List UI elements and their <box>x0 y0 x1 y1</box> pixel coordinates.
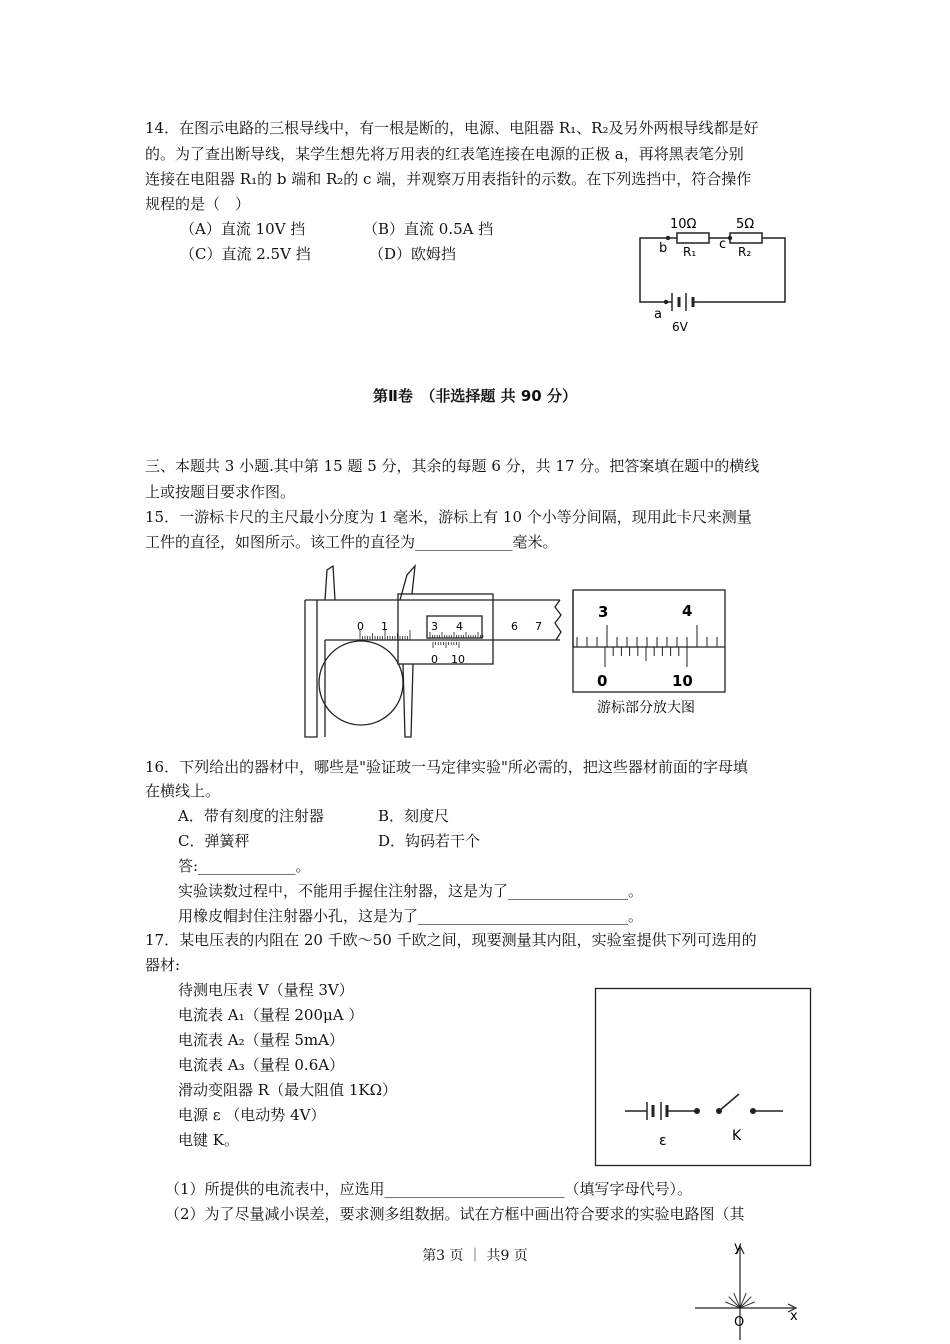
main-label-1: 1 <box>381 620 388 633</box>
r2-value: 5Ω <box>736 217 755 232</box>
fan-arrow <box>740 1297 751 1308</box>
q14-line-3: 连接在电阻器 R₁的 b 端和 R₂的 c 端，并观察万用表指针的示数。在下列选挡中，符合操作 <box>145 170 752 188</box>
q16-option-c: C．弹簧秤 <box>178 832 250 850</box>
section-ii-title: 第Ⅱ卷 （非选择题 共 90 分） <box>373 387 577 405</box>
q15-line-1: 15．一游标卡尺的主尺最小分度为 1 毫米，游标上有 10 个小等分间隔，现用此卡尺来测量 <box>145 508 752 526</box>
q14-option-b: （B）直流 0.5A 挡 <box>363 220 494 238</box>
axis-y-label: y <box>734 1240 742 1255</box>
vernier-label-0: 0 <box>431 653 438 666</box>
q16-blank-2: 用橡皮帽封住注射器小孔，这是为了____________________________。 <box>178 907 644 925</box>
zoom-caption: 游标部分放大图 <box>597 700 695 716</box>
q16-answer: 答:_____________。 <box>178 857 311 875</box>
node-b-label: b <box>659 241 668 256</box>
page-footer: 第3 页 ｜ 共9 页 <box>422 1248 528 1264</box>
main-label-0: 0 <box>357 620 364 633</box>
q17-sub-2: （2）为了尽量减小误差，要求测多组数据。试在方框中画出符合要求的实验电路图（其 <box>165 1205 745 1223</box>
emf-symbol-label: ε <box>659 1133 667 1149</box>
q17-line-1: 17．某电压表的内阻在 20 千欧～50 千欧之间，现要测量其内阻，实验室提供下列可选用的 <box>145 931 757 949</box>
node-a-label: a <box>654 307 662 322</box>
switch-label: K <box>732 1128 742 1144</box>
q14-line-2: 的。为了查出断导线，某学生想先将万用表的红表笔连接在电源的正极 a，再将黑表笔分别 <box>145 145 744 163</box>
q17-item: 电流表 A₂（量程 5mA） <box>178 1031 344 1049</box>
q14-circuit-diagram <box>630 210 800 335</box>
q16-option-d: D．钩码若干个 <box>378 832 481 850</box>
corner-axes-figure <box>690 1234 810 1344</box>
emf-label: 6V <box>672 320 688 334</box>
q14-option-d: （D）欧姆挡 <box>369 245 457 263</box>
r2-label: R₂ <box>738 245 752 259</box>
q17-sub-1: （1）所提供的电流表中，应选用________________________（填写字母代号）。 <box>165 1180 693 1198</box>
main-label-7: 7 <box>535 620 542 633</box>
zoom-vernier-10: 10 <box>672 672 693 690</box>
main-label-3: 3 <box>431 620 438 633</box>
r1-label: R₁ <box>683 245 697 259</box>
q17-item: 电流表 A₁（量程 200μA ） <box>178 1006 364 1024</box>
vernier-label-10: 10 <box>451 653 465 666</box>
zoom-main-3: 3 <box>598 603 609 621</box>
q16-option-b: B．刻度尺 <box>378 807 450 825</box>
q17-item: 待测电压表 V（量程 3V） <box>178 981 354 999</box>
zoom-main-4: 4 <box>682 602 693 620</box>
q16-line-2: 在横线上。 <box>145 782 221 800</box>
q15-line-2: 工件的直径，如图所示。该工件的直径为_____________毫米。 <box>145 533 558 551</box>
origin-label: O <box>734 1315 745 1330</box>
q14-line-4: 规程的是（ ） <box>145 195 251 213</box>
zoom-vernier-0: 0 <box>597 672 608 690</box>
section3-line-2: 上或按题目要求作图。 <box>145 483 296 501</box>
section3-line-1: 三、本题共 3 小题.其中第 15 题 5 分，其余的每题 6 分，共 17 分。把答案填在题中的横线 <box>145 457 760 475</box>
main-label-6: 6 <box>511 620 518 633</box>
q17-item: 滑动变阻器 R（最大阻值 1KΩ） <box>178 1081 398 1099</box>
q14-line-1: 14．在图示电路的三根导线中，有一根是断的，电源、电阻器 R₁、R₂及另外两根导线都是好 <box>145 119 759 137</box>
node-c-label: c <box>719 237 727 252</box>
q17-item: 电源 ε （电动势 4V） <box>178 1106 326 1124</box>
q17-line-2: 器材: <box>145 956 181 974</box>
q14-option-a: （A）直流 10V 挡 <box>180 220 306 238</box>
q14-option-c: （C）直流 2.5V 挡 <box>180 245 311 263</box>
q16-line-1: 16．下列给出的器材中，哪些是"验证玻一马定律实验"所必需的，把这些器材前面的字母填 <box>145 758 748 776</box>
q16-option-a: A．带有刻度的注射器 <box>178 807 324 825</box>
q17-item: 电键 K。 <box>178 1131 239 1149</box>
axis-x-label: x <box>790 1309 798 1324</box>
r1-value: 10Ω <box>670 217 697 232</box>
q16-blank-1: 实验读数过程中，不能用手握住注射器，这是为了________________。 <box>178 882 644 900</box>
fan-arrow <box>729 1297 740 1308</box>
vernier-caliper-figure <box>305 560 730 740</box>
main-label-4: 4 <box>456 620 463 633</box>
q17-circuit-box <box>595 988 811 1166</box>
q17-item: 电流表 A₃（量程 0.6A） <box>178 1056 345 1074</box>
